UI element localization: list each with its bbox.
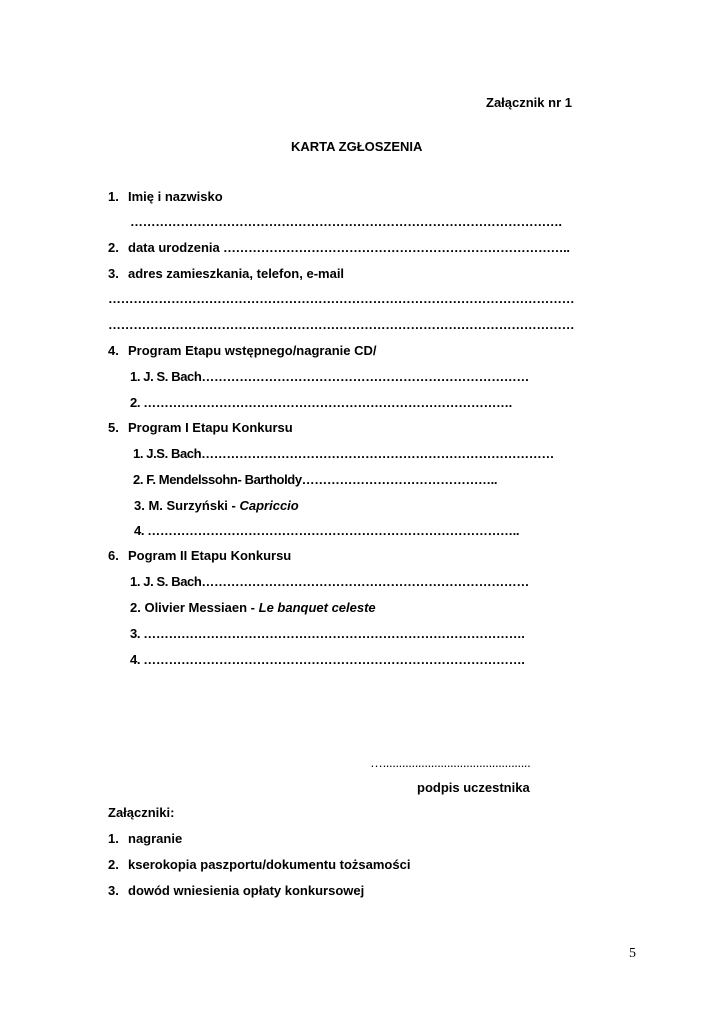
section-6-label: Pogram II Etapu Konkursu	[128, 548, 292, 563]
section-2-fill-line: ………………………………………………………………………..	[219, 240, 570, 255]
section-5-item-1: 1. J.S. Bach…………………………………………………………………………	[133, 446, 554, 461]
signature-line: …..............................................	[370, 755, 531, 770]
attachment-item-2	[108, 857, 410, 873]
section-5-item-2: 2. F. Mendelssohn- Bartholdy………………………………………..	[133, 472, 498, 487]
section-5-number: 5.	[108, 420, 119, 435]
section-5-heading	[108, 420, 293, 436]
section-4-label: Program Etapu wstępnego/nagranie CD/	[128, 343, 377, 358]
section-1-label: Imię i nazwisko	[128, 189, 223, 204]
section-5-item-4: 4. ……………………………………………………………………………..	[134, 523, 520, 538]
attachment-item-3	[108, 883, 364, 899]
section-6-item-2-text: 2. Olivier Messiaen -	[130, 600, 259, 615]
attachment-item-3-text: dowód wniesienia opłaty konkursowej	[128, 883, 365, 898]
section-6-item-1: 1. J. S. Bach……………………………………………………………………	[130, 574, 529, 589]
section-2-label: data urodzenia	[128, 240, 220, 255]
attachment-item-2-number: 2.	[108, 857, 119, 872]
section-6-heading	[108, 548, 291, 564]
section-6-item-2-title: Le banquet celeste	[258, 600, 376, 615]
section-5-item-3	[134, 498, 299, 514]
section-2-heading	[108, 240, 570, 256]
attachment-label: Załącznik nr 1	[486, 95, 572, 110]
section-2-number: 2.	[108, 240, 119, 255]
section-3-number: 3.	[108, 266, 119, 281]
section-4-item-1: 1. J. S. Bach……………………………………………………………………	[130, 369, 529, 384]
section-5-item-3-title: Capriccio	[239, 498, 299, 513]
section-4-number: 4.	[108, 343, 119, 358]
section-6-item-3: 3. ……………………………………………………………………………….	[130, 626, 525, 641]
section-6-item-4: 4. ……………………………………………………………………………….	[130, 652, 525, 667]
section-4-heading	[108, 343, 377, 359]
attachment-item-1	[108, 831, 182, 847]
section-3-label: adres zamieszkania, telefon, e-mail	[128, 266, 345, 281]
section-3-fill-line-2: …………………………………………………………………………………………………	[108, 317, 575, 332]
page-number: 5	[629, 946, 636, 961]
section-6-number: 6.	[108, 548, 119, 563]
section-1-heading	[108, 189, 223, 205]
section-3-fill-line-1: …………………………………………………………………………………………………	[108, 291, 575, 306]
section-1-fill-line: ………………………………………………………………………………………….	[130, 214, 562, 229]
section-4-item-2: 2. …………………………………………………………………………….	[130, 395, 512, 410]
signature-label: podpis uczestnika	[417, 780, 530, 795]
attachment-item-2-text: kserokopia paszportu/dokumentu tożsamości	[128, 857, 411, 872]
section-5-item-3-text: 3. M. Surzyński -	[134, 498, 240, 513]
section-3-heading	[108, 266, 344, 282]
section-6-item-2	[130, 600, 376, 616]
section-1-number: 1.	[108, 189, 119, 204]
attachment-item-1-number: 1.	[108, 831, 119, 846]
attachments-heading: Załączniki:	[108, 805, 175, 820]
attachment-item-1-text: nagranie	[128, 831, 183, 846]
document-title: KARTA ZGŁOSZENIA	[291, 139, 423, 154]
section-5-label: Program I Etapu Konkursu	[128, 420, 293, 435]
attachment-item-3-number: 3.	[108, 883, 119, 898]
